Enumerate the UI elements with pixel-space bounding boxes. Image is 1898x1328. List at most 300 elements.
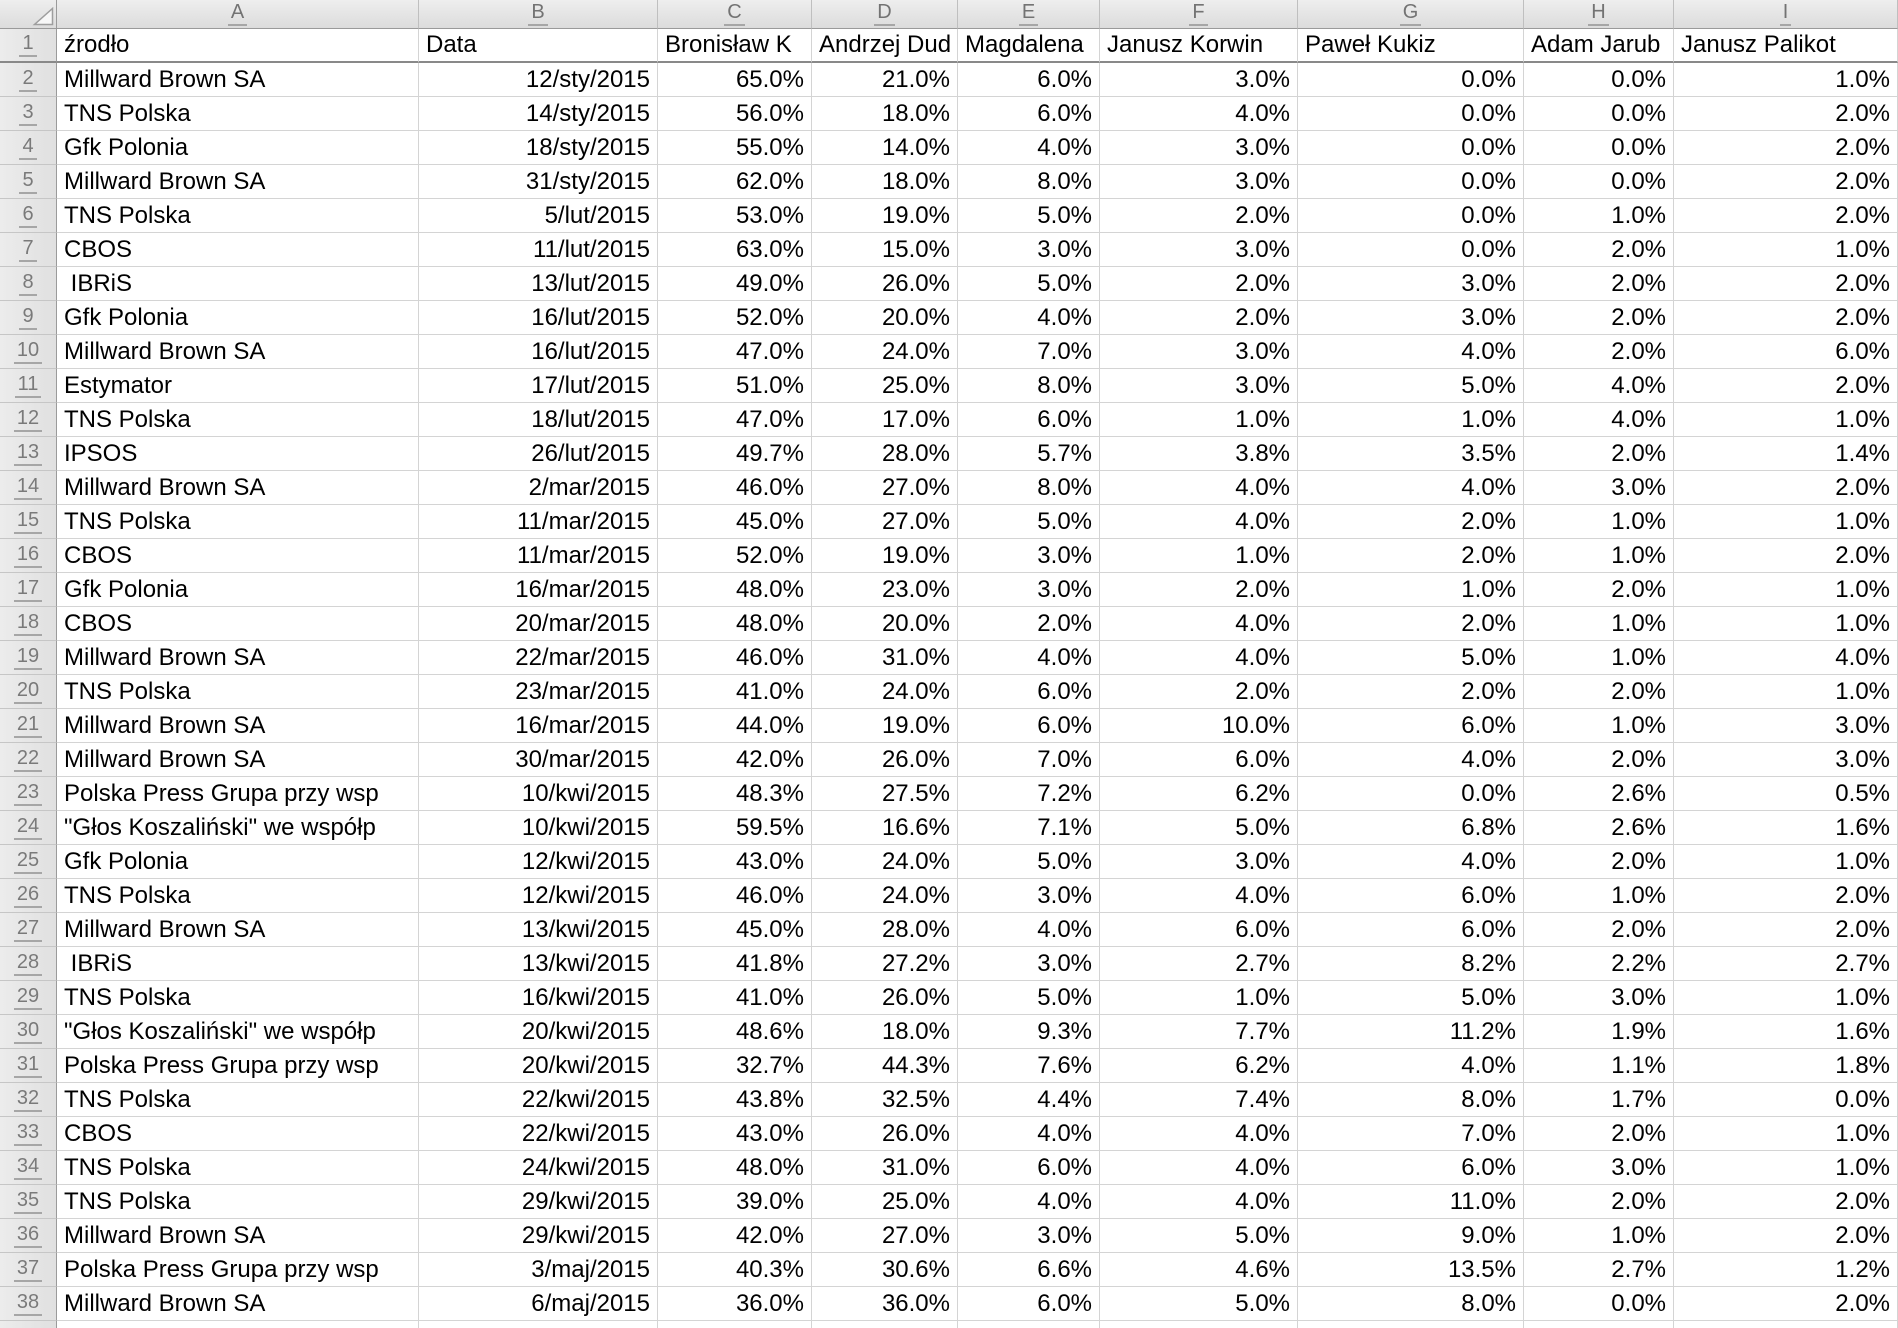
cell-E28[interactable]: 3.0% <box>958 947 1100 981</box>
cell-C-partial[interactable] <box>658 1321 812 1328</box>
cell-D21[interactable]: 19.0% <box>812 709 958 743</box>
cell-D14[interactable]: 27.0% <box>812 471 958 505</box>
cell-B14[interactable]: 2/mar/2015 <box>419 471 658 505</box>
cell-A18[interactable]: CBOS <box>57 607 419 641</box>
cell-D15[interactable]: 27.0% <box>812 505 958 539</box>
column-header-B[interactable] <box>419 0 658 29</box>
cell-G21[interactable]: 6.0% <box>1298 709 1524 743</box>
cell-E32[interactable]: 4.4% <box>958 1083 1100 1117</box>
cell-E16[interactable]: 3.0% <box>958 539 1100 573</box>
cell-I29[interactable]: 1.0% <box>1674 981 1898 1015</box>
cell-F37[interactable]: 4.6% <box>1100 1253 1298 1287</box>
cell-E36[interactable]: 3.0% <box>958 1219 1100 1253</box>
cell-F14[interactable]: 4.0% <box>1100 471 1298 505</box>
column-header-H[interactable] <box>1524 0 1674 29</box>
row-header-6[interactable] <box>0 199 57 233</box>
cell-I25[interactable]: 1.0% <box>1674 845 1898 879</box>
cell-A29[interactable]: TNS Polska <box>57 981 419 1015</box>
cell-F24[interactable]: 5.0% <box>1100 811 1298 845</box>
column-header-A[interactable] <box>57 0 419 29</box>
cell-C37[interactable]: 40.3% <box>658 1253 812 1287</box>
cell-H4[interactable]: 0.0% <box>1524 131 1674 165</box>
cell-D36[interactable]: 27.0% <box>812 1219 958 1253</box>
cell-I27[interactable]: 2.0% <box>1674 913 1898 947</box>
cell-F36[interactable]: 5.0% <box>1100 1219 1298 1253</box>
cell-E10[interactable]: 7.0% <box>958 335 1100 369</box>
cell-G9[interactable]: 3.0% <box>1298 301 1524 335</box>
cell-F15[interactable]: 4.0% <box>1100 505 1298 539</box>
cell-F4[interactable]: 3.0% <box>1100 131 1298 165</box>
cell-D29[interactable]: 26.0% <box>812 981 958 1015</box>
cell-G13[interactable]: 3.5% <box>1298 437 1524 471</box>
cell-A22[interactable]: Millward Brown SA <box>57 743 419 777</box>
cell-I6[interactable]: 2.0% <box>1674 199 1898 233</box>
row-header-31[interactable] <box>0 1049 57 1083</box>
cell-I30[interactable]: 1.6% <box>1674 1015 1898 1049</box>
cell-A27[interactable]: Millward Brown SA <box>57 913 419 947</box>
column-header-G[interactable] <box>1298 0 1524 29</box>
cell-C23[interactable]: 48.3% <box>658 777 812 811</box>
cell-B31[interactable]: 20/kwi/2015 <box>419 1049 658 1083</box>
cell-D38[interactable]: 36.0% <box>812 1287 958 1321</box>
cell-E38[interactable]: 6.0% <box>958 1287 1100 1321</box>
cell-D26[interactable]: 24.0% <box>812 879 958 913</box>
cell-A13[interactable]: IPSOS <box>57 437 419 471</box>
cell-D10[interactable]: 24.0% <box>812 335 958 369</box>
cell-F22[interactable]: 6.0% <box>1100 743 1298 777</box>
cell-F29[interactable]: 1.0% <box>1100 981 1298 1015</box>
cell-I12[interactable]: 1.0% <box>1674 403 1898 437</box>
cell-D24[interactable]: 16.6% <box>812 811 958 845</box>
cell-D2[interactable]: 21.0% <box>812 63 958 97</box>
cell-I20[interactable]: 1.0% <box>1674 675 1898 709</box>
cell-E14[interactable]: 8.0% <box>958 471 1100 505</box>
cell-C27[interactable]: 45.0% <box>658 913 812 947</box>
cell-C1[interactable]: Bronisław K <box>658 29 812 63</box>
cell-B10[interactable]: 16/lut/2015 <box>419 335 658 369</box>
cell-A3[interactable]: TNS Polska <box>57 97 419 131</box>
cell-B3[interactable]: 14/sty/2015 <box>419 97 658 131</box>
cell-F25[interactable]: 3.0% <box>1100 845 1298 879</box>
cell-E35[interactable]: 4.0% <box>958 1185 1100 1219</box>
cell-E29[interactable]: 5.0% <box>958 981 1100 1015</box>
cell-G23[interactable]: 0.0% <box>1298 777 1524 811</box>
cell-F30[interactable]: 7.7% <box>1100 1015 1298 1049</box>
row-header-37[interactable] <box>0 1253 57 1287</box>
cell-E26[interactable]: 3.0% <box>958 879 1100 913</box>
cell-H1[interactable]: Adam Jarub <box>1524 29 1674 63</box>
cell-H19[interactable]: 1.0% <box>1524 641 1674 675</box>
cell-G1[interactable]: Paweł Kukiz <box>1298 29 1524 63</box>
cell-H22[interactable]: 2.0% <box>1524 743 1674 777</box>
cell-A-partial[interactable] <box>57 1321 419 1328</box>
cell-H15[interactable]: 1.0% <box>1524 505 1674 539</box>
cell-D6[interactable]: 19.0% <box>812 199 958 233</box>
cell-C21[interactable]: 44.0% <box>658 709 812 743</box>
cell-B32[interactable]: 22/kwi/2015 <box>419 1083 658 1117</box>
cell-D1[interactable]: Andrzej Dud <box>812 29 958 63</box>
cell-H35[interactable]: 2.0% <box>1524 1185 1674 1219</box>
cell-I4[interactable]: 2.0% <box>1674 131 1898 165</box>
cell-G24[interactable]: 6.8% <box>1298 811 1524 845</box>
cell-A11[interactable]: Estymator <box>57 369 419 403</box>
cell-G15[interactable]: 2.0% <box>1298 505 1524 539</box>
row-header-18[interactable] <box>0 607 57 641</box>
cell-G35[interactable]: 11.0% <box>1298 1185 1524 1219</box>
cell-I22[interactable]: 3.0% <box>1674 743 1898 777</box>
row-header-12[interactable] <box>0 403 57 437</box>
row-header-22[interactable] <box>0 743 57 777</box>
cell-I16[interactable]: 2.0% <box>1674 539 1898 573</box>
cell-C3[interactable]: 56.0% <box>658 97 812 131</box>
cell-H20[interactable]: 2.0% <box>1524 675 1674 709</box>
cell-H36[interactable]: 1.0% <box>1524 1219 1674 1253</box>
cell-C7[interactable]: 63.0% <box>658 233 812 267</box>
cell-E8[interactable]: 5.0% <box>958 267 1100 301</box>
cell-D37[interactable]: 30.6% <box>812 1253 958 1287</box>
cell-G12[interactable]: 1.0% <box>1298 403 1524 437</box>
cell-A10[interactable]: Millward Brown SA <box>57 335 419 369</box>
cell-D11[interactable]: 25.0% <box>812 369 958 403</box>
cell-C32[interactable]: 43.8% <box>658 1083 812 1117</box>
cell-D12[interactable]: 17.0% <box>812 403 958 437</box>
cell-G31[interactable]: 4.0% <box>1298 1049 1524 1083</box>
cell-C2[interactable]: 65.0% <box>658 63 812 97</box>
cell-C28[interactable]: 41.8% <box>658 947 812 981</box>
cell-H37[interactable]: 2.7% <box>1524 1253 1674 1287</box>
cell-A32[interactable]: TNS Polska <box>57 1083 419 1117</box>
cell-G17[interactable]: 1.0% <box>1298 573 1524 607</box>
cell-G38[interactable]: 8.0% <box>1298 1287 1524 1321</box>
cell-E21[interactable]: 6.0% <box>958 709 1100 743</box>
cell-E22[interactable]: 7.0% <box>958 743 1100 777</box>
cell-F38[interactable]: 5.0% <box>1100 1287 1298 1321</box>
cell-I17[interactable]: 1.0% <box>1674 573 1898 607</box>
cell-A17[interactable]: Gfk Polonia <box>57 573 419 607</box>
cell-G29[interactable]: 5.0% <box>1298 981 1524 1015</box>
row-header-19[interactable] <box>0 641 57 675</box>
cell-H16[interactable]: 1.0% <box>1524 539 1674 573</box>
cell-I23[interactable]: 0.5% <box>1674 777 1898 811</box>
cell-E27[interactable]: 4.0% <box>958 913 1100 947</box>
cell-F6[interactable]: 2.0% <box>1100 199 1298 233</box>
cell-A21[interactable]: Millward Brown SA <box>57 709 419 743</box>
cell-C26[interactable]: 46.0% <box>658 879 812 913</box>
cell-G18[interactable]: 2.0% <box>1298 607 1524 641</box>
column-header-D[interactable] <box>812 0 958 29</box>
cell-B12[interactable]: 18/lut/2015 <box>419 403 658 437</box>
cell-B15[interactable]: 11/mar/2015 <box>419 505 658 539</box>
cell-C31[interactable]: 32.7% <box>658 1049 812 1083</box>
cell-E2[interactable]: 6.0% <box>958 63 1100 97</box>
cell-C16[interactable]: 52.0% <box>658 539 812 573</box>
cell-E23[interactable]: 7.2% <box>958 777 1100 811</box>
row-header-10[interactable] <box>0 335 57 369</box>
cell-E5[interactable]: 8.0% <box>958 165 1100 199</box>
select-all-button[interactable] <box>0 0 57 29</box>
cell-G33[interactable]: 7.0% <box>1298 1117 1524 1151</box>
cell-F2[interactable]: 3.0% <box>1100 63 1298 97</box>
cell-E4[interactable]: 4.0% <box>958 131 1100 165</box>
cell-B13[interactable]: 26/lut/2015 <box>419 437 658 471</box>
cell-I5[interactable]: 2.0% <box>1674 165 1898 199</box>
cell-H29[interactable]: 3.0% <box>1524 981 1674 1015</box>
cell-C35[interactable]: 39.0% <box>658 1185 812 1219</box>
cell-E6[interactable]: 5.0% <box>958 199 1100 233</box>
row-header-15[interactable] <box>0 505 57 539</box>
cell-F33[interactable]: 4.0% <box>1100 1117 1298 1151</box>
row-header-partial[interactable] <box>0 1321 57 1328</box>
cell-B-partial[interactable] <box>419 1321 658 1328</box>
cell-A8[interactable]: IBRiS <box>57 267 419 301</box>
row-header-34[interactable] <box>0 1151 57 1185</box>
row-header-30[interactable] <box>0 1015 57 1049</box>
cell-A31[interactable]: Polska Press Grupa przy wsp <box>57 1049 419 1083</box>
cell-A25[interactable]: Gfk Polonia <box>57 845 419 879</box>
cell-I3[interactable]: 2.0% <box>1674 97 1898 131</box>
cell-G14[interactable]: 4.0% <box>1298 471 1524 505</box>
cell-D9[interactable]: 20.0% <box>812 301 958 335</box>
cell-E9[interactable]: 4.0% <box>958 301 1100 335</box>
cell-D35[interactable]: 25.0% <box>812 1185 958 1219</box>
cell-G26[interactable]: 6.0% <box>1298 879 1524 913</box>
cell-I1[interactable]: Janusz Palikot <box>1674 29 1898 63</box>
cell-B17[interactable]: 16/mar/2015 <box>419 573 658 607</box>
cell-A5[interactable]: Millward Brown SA <box>57 165 419 199</box>
cell-A34[interactable]: TNS Polska <box>57 1151 419 1185</box>
row-header-25[interactable] <box>0 845 57 879</box>
cell-E-partial[interactable] <box>958 1321 1100 1328</box>
cell-H27[interactable]: 2.0% <box>1524 913 1674 947</box>
cell-A9[interactable]: Gfk Polonia <box>57 301 419 335</box>
cell-D20[interactable]: 24.0% <box>812 675 958 709</box>
cell-B19[interactable]: 22/mar/2015 <box>419 641 658 675</box>
cell-E7[interactable]: 3.0% <box>958 233 1100 267</box>
cell-F17[interactable]: 2.0% <box>1100 573 1298 607</box>
row-header-9[interactable] <box>0 301 57 335</box>
cell-E11[interactable]: 8.0% <box>958 369 1100 403</box>
row-header-5[interactable] <box>0 165 57 199</box>
cell-G25[interactable]: 4.0% <box>1298 845 1524 879</box>
cell-A28[interactable]: IBRiS <box>57 947 419 981</box>
row-header-36[interactable] <box>0 1219 57 1253</box>
cell-C30[interactable]: 48.6% <box>658 1015 812 1049</box>
row-header-14[interactable] <box>0 471 57 505</box>
cell-I-partial[interactable] <box>1674 1321 1898 1328</box>
cell-B38[interactable]: 6/maj/2015 <box>419 1287 658 1321</box>
cell-H17[interactable]: 2.0% <box>1524 573 1674 607</box>
cell-I38[interactable]: 2.0% <box>1674 1287 1898 1321</box>
cell-B2[interactable]: 12/sty/2015 <box>419 63 658 97</box>
cell-H25[interactable]: 2.0% <box>1524 845 1674 879</box>
cell-I14[interactable]: 2.0% <box>1674 471 1898 505</box>
cell-C17[interactable]: 48.0% <box>658 573 812 607</box>
cell-H32[interactable]: 1.7% <box>1524 1083 1674 1117</box>
cell-E34[interactable]: 6.0% <box>958 1151 1100 1185</box>
cell-H6[interactable]: 1.0% <box>1524 199 1674 233</box>
cell-D17[interactable]: 23.0% <box>812 573 958 607</box>
row-header-7[interactable] <box>0 233 57 267</box>
column-header-I[interactable] <box>1674 0 1898 29</box>
cell-G10[interactable]: 4.0% <box>1298 335 1524 369</box>
cell-E30[interactable]: 9.3% <box>958 1015 1100 1049</box>
cell-I28[interactable]: 2.7% <box>1674 947 1898 981</box>
cell-I33[interactable]: 1.0% <box>1674 1117 1898 1151</box>
cell-E1[interactable]: Magdalena <box>958 29 1100 63</box>
cell-B7[interactable]: 11/lut/2015 <box>419 233 658 267</box>
cell-I35[interactable]: 2.0% <box>1674 1185 1898 1219</box>
cell-H26[interactable]: 1.0% <box>1524 879 1674 913</box>
cell-G7[interactable]: 0.0% <box>1298 233 1524 267</box>
cell-A16[interactable]: CBOS <box>57 539 419 573</box>
cell-E37[interactable]: 6.6% <box>958 1253 1100 1287</box>
cell-A1[interactable]: źrodło <box>57 29 419 63</box>
cell-F35[interactable]: 4.0% <box>1100 1185 1298 1219</box>
row-header-35[interactable] <box>0 1185 57 1219</box>
cell-F7[interactable]: 3.0% <box>1100 233 1298 267</box>
cell-C15[interactable]: 45.0% <box>658 505 812 539</box>
cell-F9[interactable]: 2.0% <box>1100 301 1298 335</box>
cell-C11[interactable]: 51.0% <box>658 369 812 403</box>
row-header-32[interactable] <box>0 1083 57 1117</box>
cell-C12[interactable]: 47.0% <box>658 403 812 437</box>
cell-C19[interactable]: 46.0% <box>658 641 812 675</box>
cell-C6[interactable]: 53.0% <box>658 199 812 233</box>
cell-E19[interactable]: 4.0% <box>958 641 1100 675</box>
cell-B29[interactable]: 16/kwi/2015 <box>419 981 658 1015</box>
row-header-20[interactable] <box>0 675 57 709</box>
cell-B4[interactable]: 18/sty/2015 <box>419 131 658 165</box>
cell-H13[interactable]: 2.0% <box>1524 437 1674 471</box>
cell-A2[interactable]: Millward Brown SA <box>57 63 419 97</box>
cell-H30[interactable]: 1.9% <box>1524 1015 1674 1049</box>
cell-I36[interactable]: 2.0% <box>1674 1219 1898 1253</box>
cell-B25[interactable]: 12/kwi/2015 <box>419 845 658 879</box>
cell-C34[interactable]: 48.0% <box>658 1151 812 1185</box>
cell-C20[interactable]: 41.0% <box>658 675 812 709</box>
cell-F32[interactable]: 7.4% <box>1100 1083 1298 1117</box>
cell-D-partial[interactable] <box>812 1321 958 1328</box>
cell-G28[interactable]: 8.2% <box>1298 947 1524 981</box>
cell-G19[interactable]: 5.0% <box>1298 641 1524 675</box>
cell-F-partial[interactable] <box>1100 1321 1298 1328</box>
row-header-1[interactable] <box>0 29 57 63</box>
cell-H5[interactable]: 0.0% <box>1524 165 1674 199</box>
cell-G6[interactable]: 0.0% <box>1298 199 1524 233</box>
cell-B27[interactable]: 13/kwi/2015 <box>419 913 658 947</box>
row-header-17[interactable] <box>0 573 57 607</box>
cell-C38[interactable]: 36.0% <box>658 1287 812 1321</box>
cell-H33[interactable]: 2.0% <box>1524 1117 1674 1151</box>
cell-A15[interactable]: TNS Polska <box>57 505 419 539</box>
column-header-C[interactable] <box>658 0 812 29</box>
cell-H28[interactable]: 2.2% <box>1524 947 1674 981</box>
cell-I13[interactable]: 1.4% <box>1674 437 1898 471</box>
cell-E25[interactable]: 5.0% <box>958 845 1100 879</box>
cell-D23[interactable]: 27.5% <box>812 777 958 811</box>
cell-G36[interactable]: 9.0% <box>1298 1219 1524 1253</box>
cell-E20[interactable]: 6.0% <box>958 675 1100 709</box>
row-header-33[interactable] <box>0 1117 57 1151</box>
cell-B23[interactable]: 10/kwi/2015 <box>419 777 658 811</box>
cell-C4[interactable]: 55.0% <box>658 131 812 165</box>
cell-B26[interactable]: 12/kwi/2015 <box>419 879 658 913</box>
cell-B6[interactable]: 5/lut/2015 <box>419 199 658 233</box>
row-header-8[interactable] <box>0 267 57 301</box>
row-header-4[interactable] <box>0 131 57 165</box>
cell-D13[interactable]: 28.0% <box>812 437 958 471</box>
cell-G5[interactable]: 0.0% <box>1298 165 1524 199</box>
cell-C14[interactable]: 46.0% <box>658 471 812 505</box>
cell-F28[interactable]: 2.7% <box>1100 947 1298 981</box>
row-header-3[interactable] <box>0 97 57 131</box>
cell-G-partial[interactable] <box>1298 1321 1524 1328</box>
cell-A37[interactable]: Polska Press Grupa przy wsp <box>57 1253 419 1287</box>
cell-H2[interactable]: 0.0% <box>1524 63 1674 97</box>
cell-D19[interactable]: 31.0% <box>812 641 958 675</box>
cell-G8[interactable]: 3.0% <box>1298 267 1524 301</box>
cell-B36[interactable]: 29/kwi/2015 <box>419 1219 658 1253</box>
cell-B9[interactable]: 16/lut/2015 <box>419 301 658 335</box>
cell-D5[interactable]: 18.0% <box>812 165 958 199</box>
cell-F34[interactable]: 4.0% <box>1100 1151 1298 1185</box>
cell-I8[interactable]: 2.0% <box>1674 267 1898 301</box>
cell-B11[interactable]: 17/lut/2015 <box>419 369 658 403</box>
cell-H10[interactable]: 2.0% <box>1524 335 1674 369</box>
cell-H14[interactable]: 3.0% <box>1524 471 1674 505</box>
cell-C8[interactable]: 49.0% <box>658 267 812 301</box>
cell-G34[interactable]: 6.0% <box>1298 1151 1524 1185</box>
cell-E24[interactable]: 7.1% <box>958 811 1100 845</box>
cell-B33[interactable]: 22/kwi/2015 <box>419 1117 658 1151</box>
cell-F27[interactable]: 6.0% <box>1100 913 1298 947</box>
cell-F10[interactable]: 3.0% <box>1100 335 1298 369</box>
row-header-38[interactable] <box>0 1287 57 1321</box>
row-header-24[interactable] <box>0 811 57 845</box>
row-header-21[interactable] <box>0 709 57 743</box>
cell-D8[interactable]: 26.0% <box>812 267 958 301</box>
row-header-28[interactable] <box>0 947 57 981</box>
cell-G2[interactable]: 0.0% <box>1298 63 1524 97</box>
cell-C25[interactable]: 43.0% <box>658 845 812 879</box>
cell-C24[interactable]: 59.5% <box>658 811 812 845</box>
cell-I15[interactable]: 1.0% <box>1674 505 1898 539</box>
cell-G37[interactable]: 13.5% <box>1298 1253 1524 1287</box>
cell-E33[interactable]: 4.0% <box>958 1117 1100 1151</box>
cell-C9[interactable]: 52.0% <box>658 301 812 335</box>
row-header-27[interactable] <box>0 913 57 947</box>
cell-I32[interactable]: 0.0% <box>1674 1083 1898 1117</box>
cell-G30[interactable]: 11.2% <box>1298 1015 1524 1049</box>
cell-H12[interactable]: 4.0% <box>1524 403 1674 437</box>
cell-F19[interactable]: 4.0% <box>1100 641 1298 675</box>
cell-A26[interactable]: TNS Polska <box>57 879 419 913</box>
cell-C22[interactable]: 42.0% <box>658 743 812 777</box>
cell-B16[interactable]: 11/mar/2015 <box>419 539 658 573</box>
cell-A14[interactable]: Millward Brown SA <box>57 471 419 505</box>
cell-D3[interactable]: 18.0% <box>812 97 958 131</box>
row-header-16[interactable] <box>0 539 57 573</box>
cell-A12[interactable]: TNS Polska <box>57 403 419 437</box>
cell-E17[interactable]: 3.0% <box>958 573 1100 607</box>
cell-D31[interactable]: 44.3% <box>812 1049 958 1083</box>
cell-B24[interactable]: 10/kwi/2015 <box>419 811 658 845</box>
cell-B1[interactable]: Data <box>419 29 658 63</box>
cell-I19[interactable]: 4.0% <box>1674 641 1898 675</box>
cell-H23[interactable]: 2.6% <box>1524 777 1674 811</box>
cell-I10[interactable]: 6.0% <box>1674 335 1898 369</box>
cell-H8[interactable]: 2.0% <box>1524 267 1674 301</box>
